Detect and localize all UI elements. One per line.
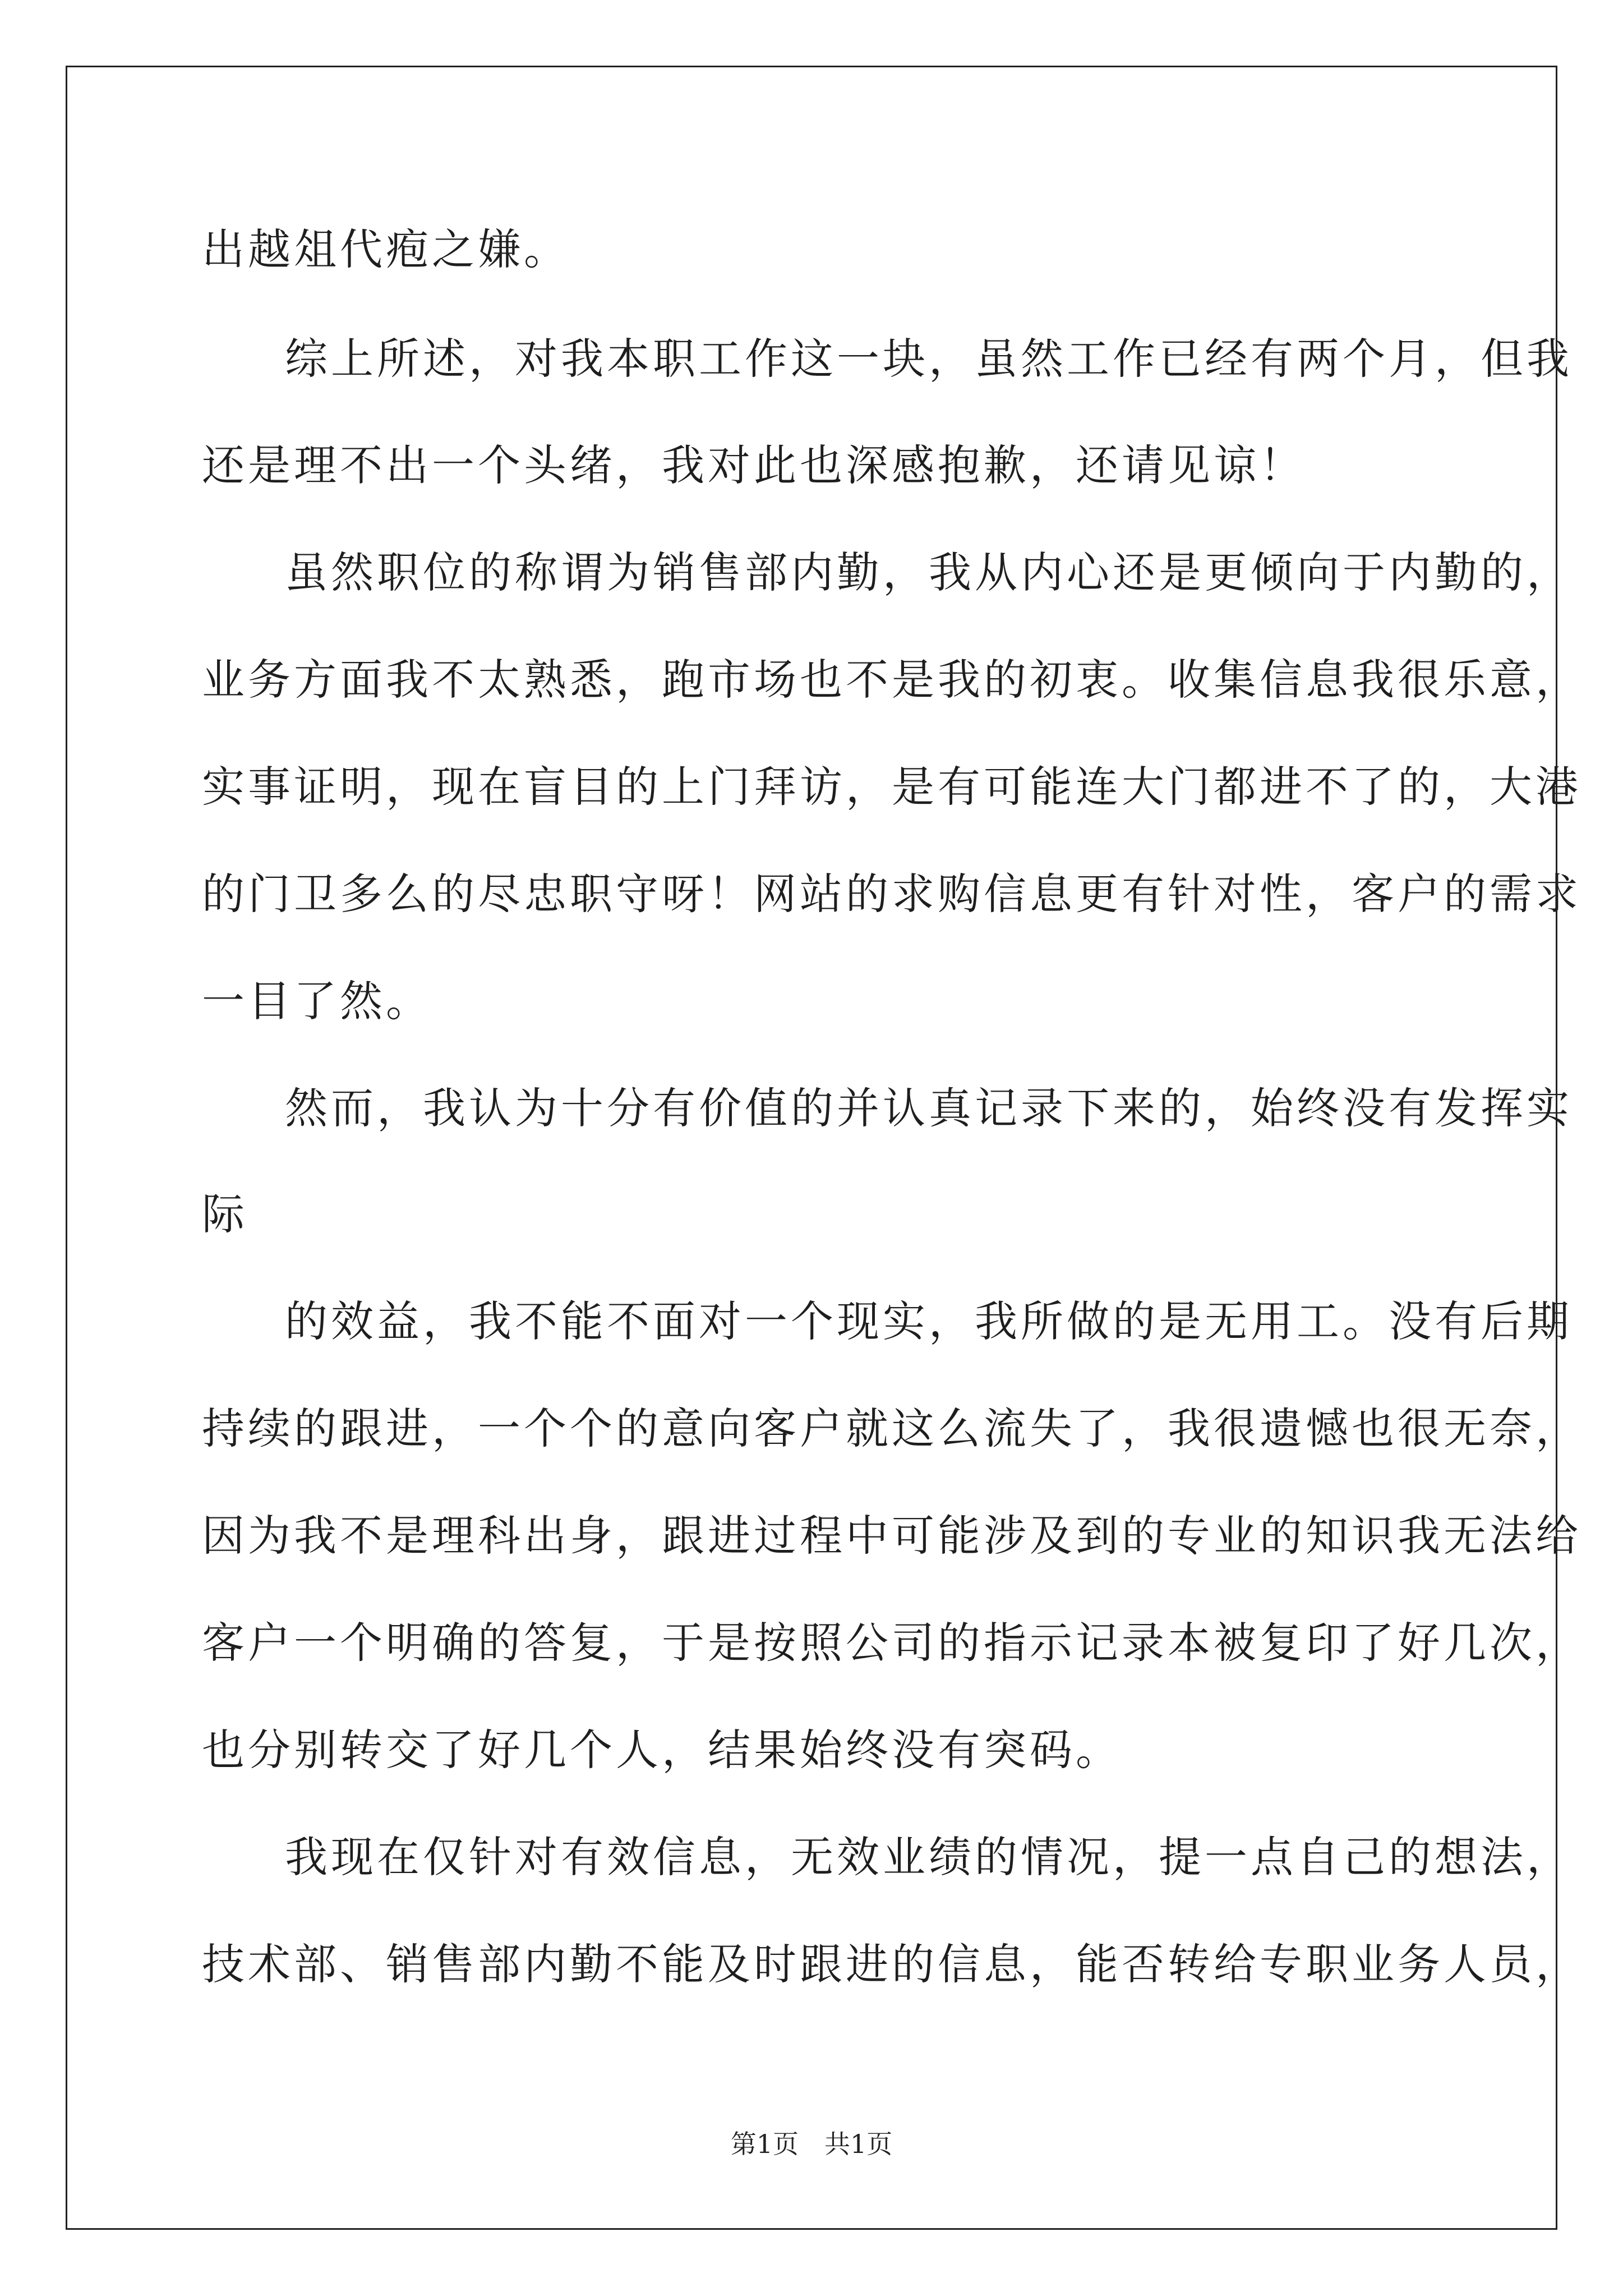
text-line-2: 综上所述，对我本职工作这一块，虽然工作已经有两个月，但我 xyxy=(285,334,1573,384)
text-line-16: 我现在仅针对有效信息，无效业绩的情况，提一点自己的想法， xyxy=(285,1832,1573,1882)
text-line-17: 技术部、销售部内勤不能及时跟进的信息，能否转给专职业务人员， xyxy=(202,1939,1581,1989)
text-line-9: 然而，我认为十分有价值的并认真记录下来的，始终没有发挥实 xyxy=(285,1083,1573,1133)
text-line-15: 也分别转交了好几个人，结果始终没有突码。 xyxy=(202,1725,1122,1775)
text-line-1: 出越俎代疱之嫌。 xyxy=(202,224,570,274)
page-number-footer: 第1页 共1页 xyxy=(730,2129,893,2159)
page-border xyxy=(66,66,1581,2230)
text-line-4: 虽然职位的称谓为销售部内勤，我从内心还是更倾向于内勤的， xyxy=(285,547,1573,597)
text-line-10: 际 xyxy=(202,1189,248,1239)
text-line-6: 实事证明，现在盲目的上门拜访，是有可能连大门都进不了的，大港 xyxy=(202,762,1581,812)
text-line-11: 的效益，我不能不面对一个现实，我所做的是无用工。没有后期 xyxy=(285,1296,1573,1346)
text-line-12: 持续的跟进，一个个的意向客户就这么流失了，我很遗憾也很无奈， xyxy=(202,1404,1581,1453)
text-line-14: 客户一个明确的答复，于是按照公司的指示记录本被复印了好几次， xyxy=(202,1618,1581,1668)
text-line-7: 的门卫多么的尽忠职守呀！网站的求购信息更有针对性，客户的需求 xyxy=(202,869,1581,919)
text-line-13: 因为我不是理科出身，跟进过程中可能涉及到的专业的知识我无法给 xyxy=(202,1511,1581,1561)
text-line-3: 还是理不出一个头绪，我对此也深感抱歉，还请见谅！ xyxy=(202,440,1306,490)
text-line-5: 业务方面我不太熟悉，跑市场也不是我的初衷。收集信息我很乐意， xyxy=(202,655,1581,705)
text-line-8: 一目了然。 xyxy=(202,976,432,1026)
